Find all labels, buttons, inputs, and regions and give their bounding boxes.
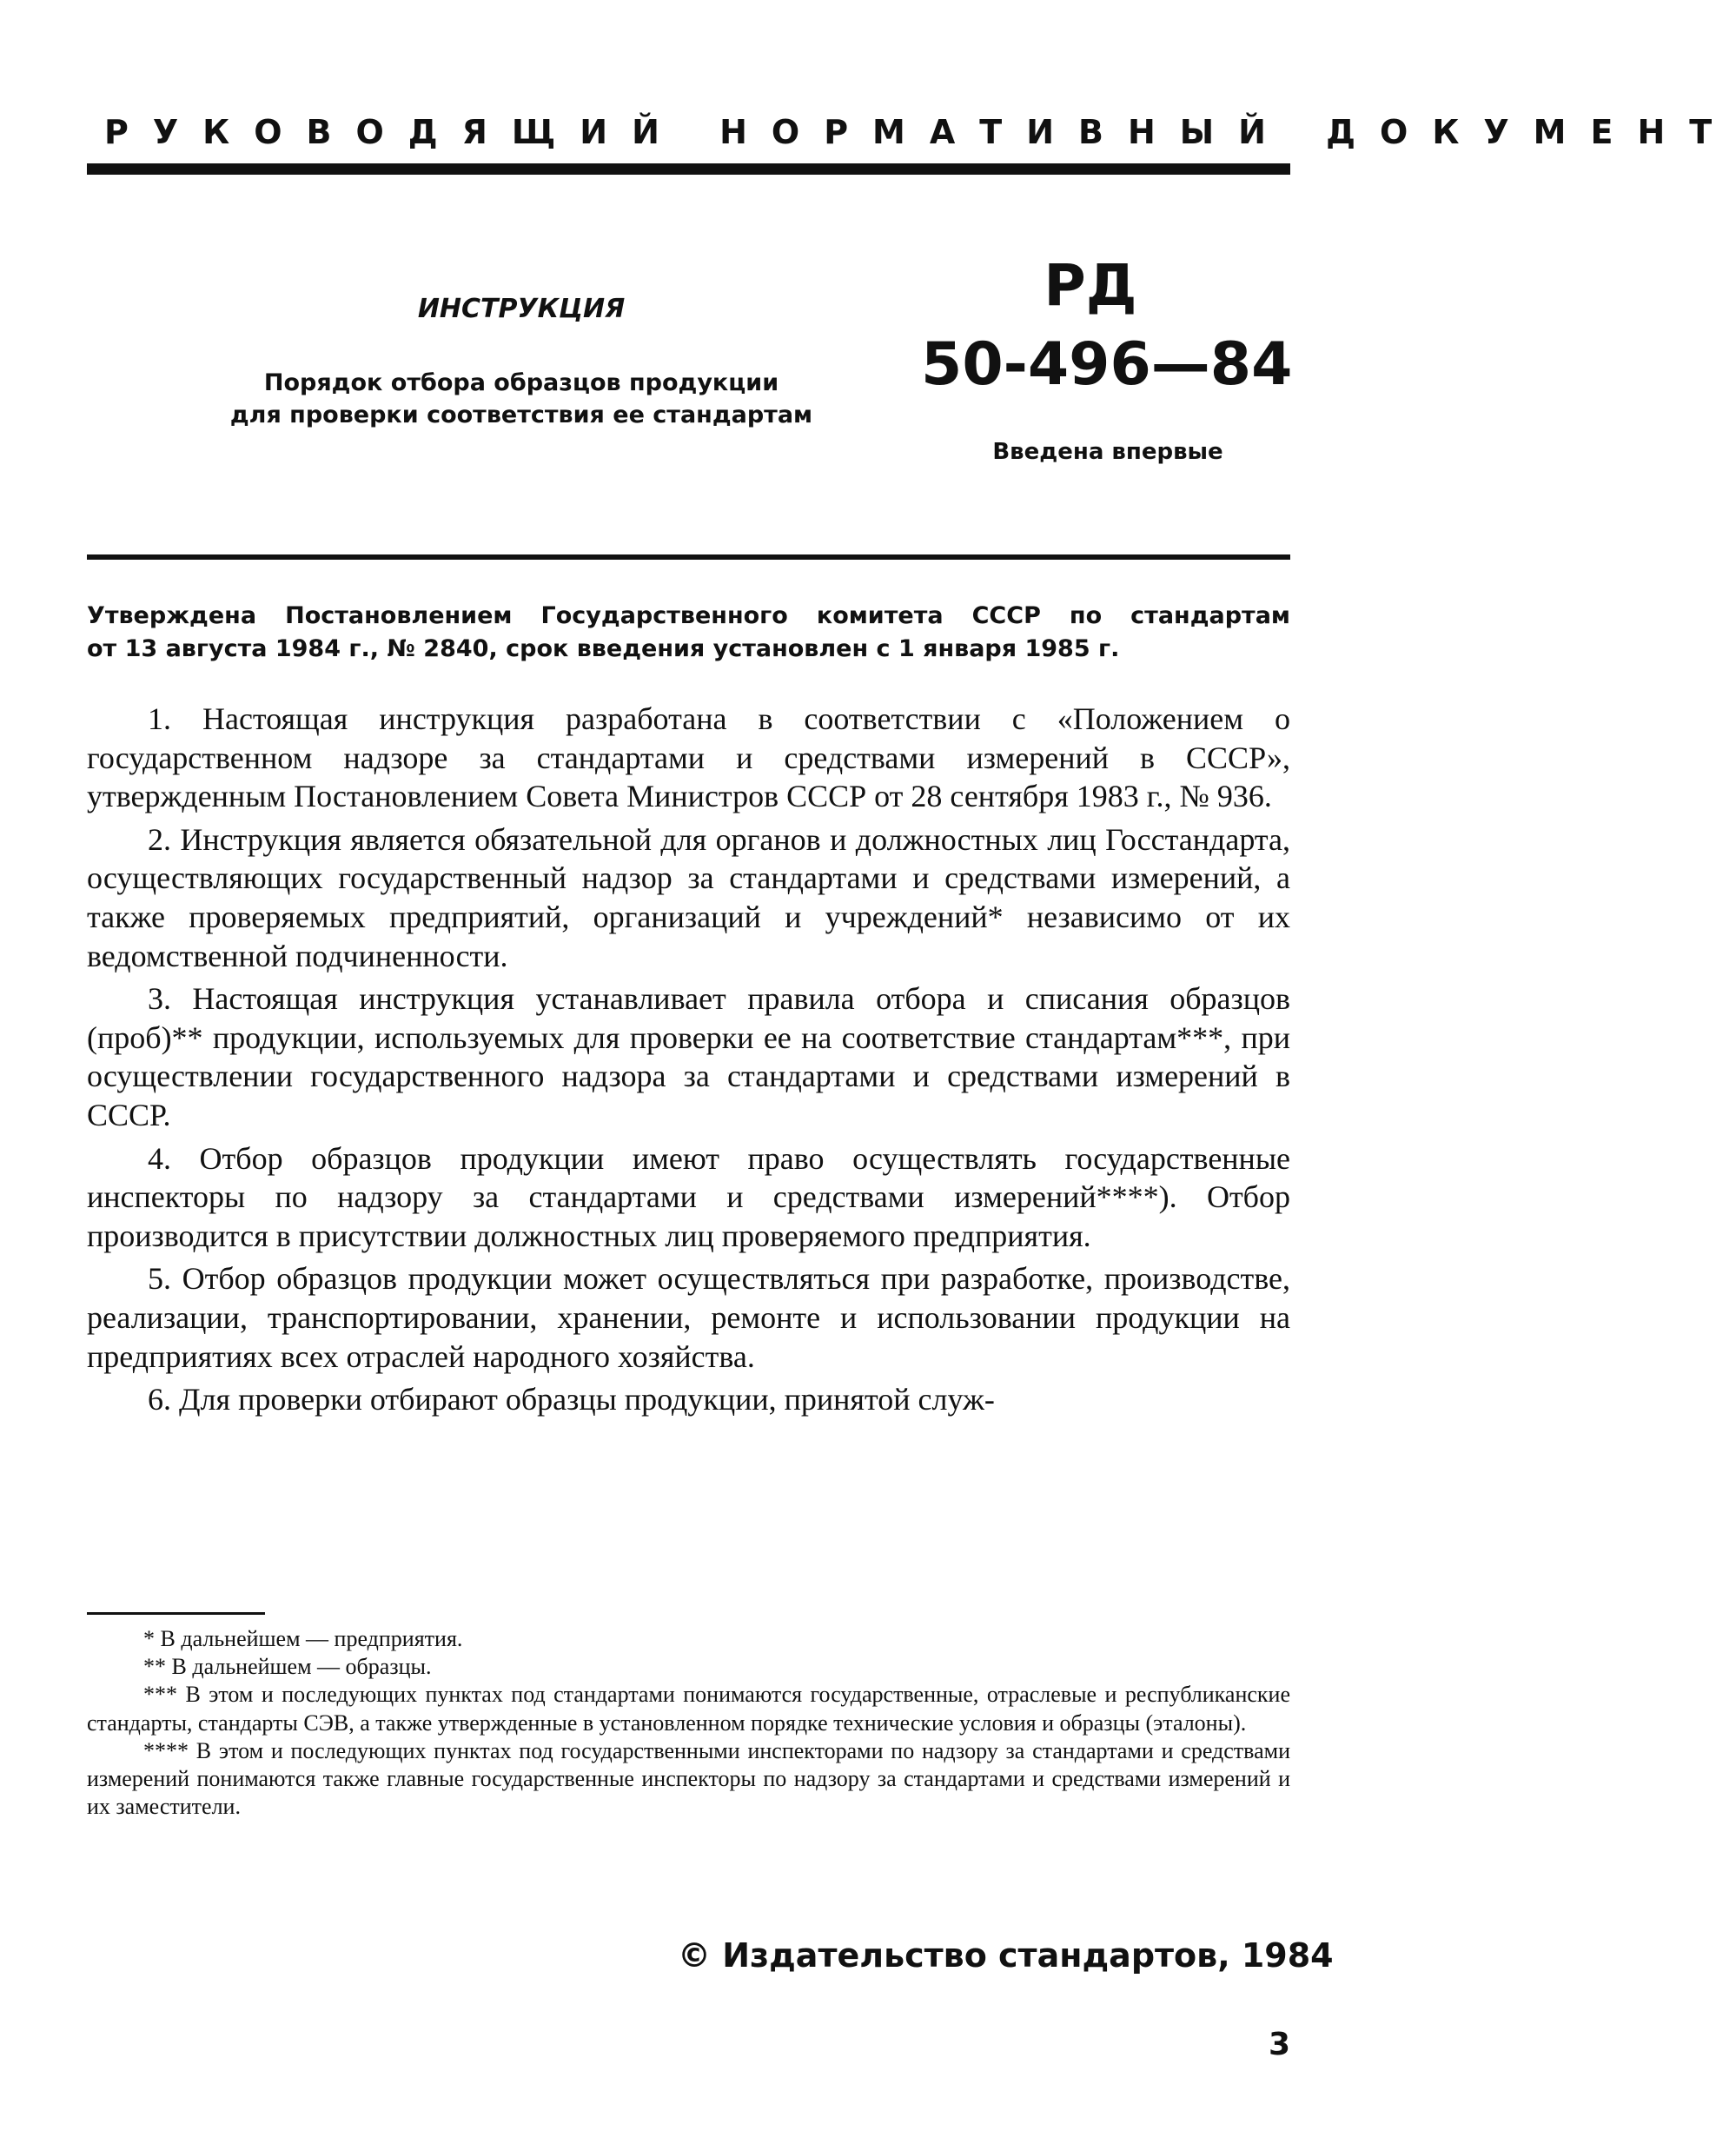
paragraph: 3. Настоящая инструкция устанавливает правила отбора и списания образцов (проб)** продукции, используемых для проверки ее на соответствие стандартам***, при осуществлении государственного надзора за стандартами и средствами измерений в СССР.: [87, 981, 1290, 1132]
paragraph: 2. Инструкция является обязательной для органов и должностных лиц Госстандарта, осуществляющих государственный надзор за стандартами и средствами измерений, а также проверяемых предприятий, организаций и учреждений* независимо от их ведомственной подчиненности.: [87, 821, 1290, 973]
publisher-copyright: © Издательство стандартов, 1984: [678, 1936, 1334, 1975]
document-title-line: для проверки соответствия ее стандартам: [229, 402, 813, 428]
paragraph: 1. Настоящая инструкция разработана в соответствии с «Положением о государственном надзоре за стандартами и средствами измерений в СССР», утвержденным Постановлением Совета Министров СССР от 28 сентября 1983 г., № 936.: [87, 701, 1290, 814]
document-title: [182, 367, 860, 431]
document-title-line: Порядок отбора образцов продукции: [263, 369, 779, 396]
document-type: ИНСТРУКЦИЯ: [417, 294, 626, 324]
footnote: * В дальнейшем — предприятия.: [143, 1626, 463, 1651]
footnote: *** В этом и последующих пунктах под стандартами понимаются государственные, отраслевые и республиканские стандарты, стандарты СЭВ, а также утвержденные в установленном порядке технические условия и образцы (эталоны).: [87, 1682, 1290, 1736]
section-rule: [87, 554, 1290, 560]
document-status: Введена впервые: [992, 439, 1223, 465]
header-rule: [87, 163, 1290, 175]
footnotes: [87, 1625, 1290, 1821]
paragraph: 6. Для проверки отбирают образцы продукции, принятой служ-: [148, 1382, 995, 1417]
footnote: **** В этом и последующих пунктах под государственными инспекторами по надзору за стандартами и средствами измерений понимаются также главные государственные инспекторы по надзору за стандартами и средствами измерений и их заместители.: [87, 1737, 1290, 1820]
paragraph: 5. Отбор образцов продукции может осуществляться при разработке, производстве, реализации, транспортировании, хранении, ремонте и использовании продукции на предприятиях всех отраслей народного хозяйства.: [87, 1261, 1290, 1374]
rd-label: РД: [1044, 252, 1137, 319]
approval-line: от 13 августа 1984 г., № 2840, срок введения установлен с 1 января 1985 г.: [87, 635, 1120, 662]
approval-statement: [87, 600, 1290, 666]
footnote-rule: [87, 1612, 265, 1615]
paragraph: 4. Отбор образцов продукции имеют право осуществлять государственные инспекторы по надзору за стандартами и средствами измерений****). Отбор производится в присутствии должностных лиц проверяемого предприятия.: [87, 1140, 1290, 1253]
approval-line: Утверждена Постановлением Государственного комитета СССР по стандартам: [87, 602, 1290, 629]
rd-number: 50-496—84: [921, 330, 1293, 399]
footnote: ** В дальнейшем — образцы.: [143, 1654, 432, 1680]
document-body: [87, 700, 1290, 1424]
page-number: 3: [1268, 2027, 1290, 2062]
header-title: РУКОВОДЯЩИЙ НОРМАТИВНЫЙ ДОКУМЕНТ: [104, 113, 1736, 151]
